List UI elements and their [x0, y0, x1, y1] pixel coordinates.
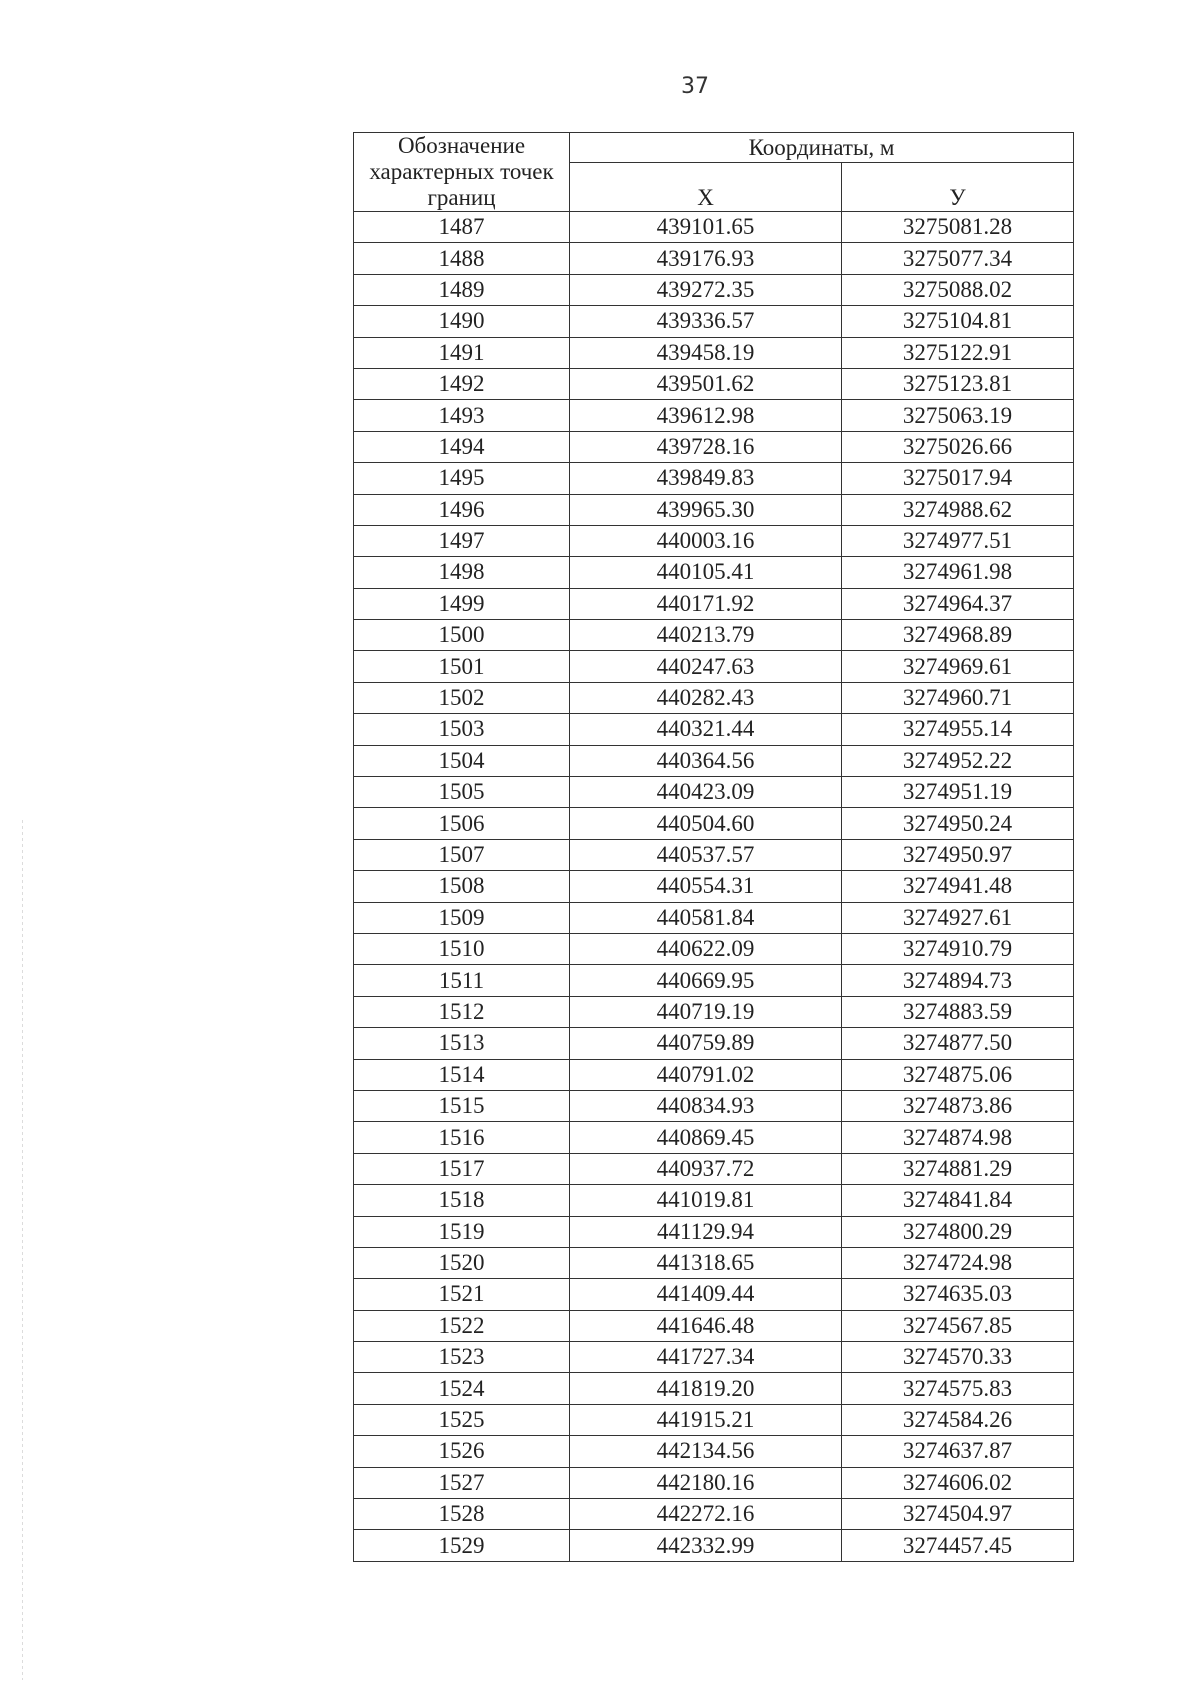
x-cell: 441318.65: [570, 1247, 842, 1278]
table-row: [354, 525, 1074, 556]
y-cell: 3274961.98: [842, 557, 1074, 588]
y-cell: 3274968.89: [842, 620, 1074, 651]
y-cell: 3274883.59: [842, 996, 1074, 1027]
x-cell: 439965.30: [570, 494, 842, 525]
x-cell: 442272.16: [570, 1499, 842, 1530]
point-cell: 1490: [354, 306, 570, 337]
point-cell: 1527: [354, 1467, 570, 1498]
x-cell: 439458.19: [570, 337, 842, 368]
scan-margin-line: [22, 820, 23, 1680]
table-row: [354, 808, 1074, 839]
point-cell: 1501: [354, 651, 570, 682]
y-cell: 3274964.37: [842, 588, 1074, 619]
point-cell: 1529: [354, 1530, 570, 1561]
point-cell: 1494: [354, 431, 570, 462]
x-cell: 441129.94: [570, 1216, 842, 1247]
table-row: [354, 431, 1074, 462]
table-row: [354, 996, 1074, 1027]
table-row: [354, 1373, 1074, 1404]
x-cell: 440669.95: [570, 965, 842, 996]
point-cell: 1487: [354, 212, 570, 243]
point-cell: 1516: [354, 1122, 570, 1153]
y-cell: 3274977.51: [842, 525, 1074, 556]
y-cell: 3274504.97: [842, 1499, 1074, 1530]
point-cell: 1507: [354, 839, 570, 870]
table-row: [354, 243, 1074, 274]
x-cell: 441727.34: [570, 1342, 842, 1373]
point-cell: 1513: [354, 1028, 570, 1059]
x-cell: 440537.57: [570, 839, 842, 870]
y-cell: 3274724.98: [842, 1247, 1074, 1278]
table-row: [354, 965, 1074, 996]
y-cell: 3275123.81: [842, 368, 1074, 399]
x-cell: 439612.98: [570, 400, 842, 431]
table-row: [354, 1028, 1074, 1059]
point-cell: 1511: [354, 965, 570, 996]
y-cell: 3275017.94: [842, 463, 1074, 494]
table-row: [354, 463, 1074, 494]
table-row: [354, 1247, 1074, 1278]
y-cell: 3274635.03: [842, 1279, 1074, 1310]
table-row: [354, 1185, 1074, 1216]
x-cell: 440759.89: [570, 1028, 842, 1059]
x-cell: 442180.16: [570, 1467, 842, 1498]
table-row: [354, 337, 1074, 368]
table-row: [354, 306, 1074, 337]
y-cell: 3274800.29: [842, 1216, 1074, 1247]
y-cell: 3274570.33: [842, 1342, 1074, 1373]
point-cell: 1512: [354, 996, 570, 1027]
header-y: У: [842, 163, 1074, 212]
y-cell: 3274894.73: [842, 965, 1074, 996]
y-cell: 3274567.85: [842, 1310, 1074, 1341]
x-cell: 440003.16: [570, 525, 842, 556]
point-cell: 1515: [354, 1090, 570, 1121]
point-cell: 1519: [354, 1216, 570, 1247]
table-row: [354, 745, 1074, 776]
x-cell: 440622.09: [570, 933, 842, 964]
table-row: [354, 1059, 1074, 1090]
point-cell: 1510: [354, 933, 570, 964]
x-cell: 440504.60: [570, 808, 842, 839]
x-cell: 440791.02: [570, 1059, 842, 1090]
table-row: [354, 682, 1074, 713]
point-cell: 1498: [354, 557, 570, 588]
y-cell: 3274575.83: [842, 1373, 1074, 1404]
y-cell: 3275104.81: [842, 306, 1074, 337]
x-cell: 440171.92: [570, 588, 842, 619]
table-body: [354, 212, 1074, 1562]
y-cell: 3274951.19: [842, 777, 1074, 808]
y-cell: 3274988.62: [842, 494, 1074, 525]
table-row: [354, 1122, 1074, 1153]
point-cell: 1517: [354, 1153, 570, 1184]
x-cell: 439728.16: [570, 431, 842, 462]
point-cell: 1525: [354, 1404, 570, 1435]
x-cell: 440581.84: [570, 902, 842, 933]
y-cell: 3274606.02: [842, 1467, 1074, 1498]
y-cell: 3275026.66: [842, 431, 1074, 462]
table-row: [354, 1310, 1074, 1341]
x-cell: 440719.19: [570, 996, 842, 1027]
table-row: [354, 588, 1074, 619]
y-cell: 3275122.91: [842, 337, 1074, 368]
point-cell: 1500: [354, 620, 570, 651]
point-cell: 1502: [354, 682, 570, 713]
point-cell: 1521: [354, 1279, 570, 1310]
x-cell: 440937.72: [570, 1153, 842, 1184]
y-cell: 3274950.97: [842, 839, 1074, 870]
x-cell: 442134.56: [570, 1436, 842, 1467]
x-cell: 439272.35: [570, 274, 842, 305]
table-row: [354, 557, 1074, 588]
x-cell: 439101.65: [570, 212, 842, 243]
point-cell: 1509: [354, 902, 570, 933]
table-row: [354, 839, 1074, 870]
point-cell: 1524: [354, 1373, 570, 1404]
x-cell: 439176.93: [570, 243, 842, 274]
y-cell: 3275077.34: [842, 243, 1074, 274]
y-cell: 3274877.50: [842, 1028, 1074, 1059]
x-cell: 441409.44: [570, 1279, 842, 1310]
x-cell: 442332.99: [570, 1530, 842, 1561]
table-row: [354, 651, 1074, 682]
table-header: [354, 133, 1074, 212]
point-cell: 1518: [354, 1185, 570, 1216]
y-cell: 3274875.06: [842, 1059, 1074, 1090]
coordinates-table: [353, 132, 1074, 1562]
table-row: [354, 1499, 1074, 1530]
table-row: [354, 212, 1074, 243]
point-cell: 1522: [354, 1310, 570, 1341]
table-row: [354, 1153, 1074, 1184]
point-cell: 1505: [354, 777, 570, 808]
y-cell: 3275063.19: [842, 400, 1074, 431]
table-row: [354, 1279, 1074, 1310]
point-cell: 1495: [354, 463, 570, 494]
table-row: [354, 1090, 1074, 1121]
point-cell: 1493: [354, 400, 570, 431]
header-x: Х: [570, 163, 842, 212]
table-row: [354, 777, 1074, 808]
point-cell: 1489: [354, 274, 570, 305]
point-cell: 1492: [354, 368, 570, 399]
y-cell: 3274910.79: [842, 933, 1074, 964]
x-cell: 439336.57: [570, 306, 842, 337]
y-cell: 3274584.26: [842, 1404, 1074, 1435]
x-cell: 441915.21: [570, 1404, 842, 1435]
table-row: [354, 1404, 1074, 1435]
y-cell: 3274874.98: [842, 1122, 1074, 1153]
table-row: [354, 1436, 1074, 1467]
page-number: 37: [681, 74, 709, 99]
point-cell: 1497: [354, 525, 570, 556]
y-cell: 3274969.61: [842, 651, 1074, 682]
x-cell: 440247.63: [570, 651, 842, 682]
point-cell: 1503: [354, 714, 570, 745]
table-row: [354, 1342, 1074, 1373]
table-row: [354, 494, 1074, 525]
x-cell: 440213.79: [570, 620, 842, 651]
y-cell: 3275088.02: [842, 274, 1074, 305]
y-cell: 3274950.24: [842, 808, 1074, 839]
y-cell: 3275081.28: [842, 212, 1074, 243]
table-row: [354, 620, 1074, 651]
table-row: [354, 714, 1074, 745]
y-cell: 3274457.45: [842, 1530, 1074, 1561]
y-cell: 3274941.48: [842, 871, 1074, 902]
x-cell: 440105.41: [570, 557, 842, 588]
x-cell: 441019.81: [570, 1185, 842, 1216]
table-row: [354, 274, 1074, 305]
point-cell: 1499: [354, 588, 570, 619]
x-cell: 440364.56: [570, 745, 842, 776]
x-cell: 439501.62: [570, 368, 842, 399]
point-cell: 1496: [354, 494, 570, 525]
table-row: [354, 871, 1074, 902]
point-cell: 1506: [354, 808, 570, 839]
y-cell: 3274927.61: [842, 902, 1074, 933]
point-cell: 1504: [354, 745, 570, 776]
y-cell: 3274955.14: [842, 714, 1074, 745]
x-cell: 440321.44: [570, 714, 842, 745]
table-row: [354, 1530, 1074, 1561]
x-cell: 441819.20: [570, 1373, 842, 1404]
point-cell: 1508: [354, 871, 570, 902]
table-row: [354, 1216, 1074, 1247]
point-cell: 1526: [354, 1436, 570, 1467]
x-cell: 440282.43: [570, 682, 842, 713]
y-cell: 3274960.71: [842, 682, 1074, 713]
x-cell: 439849.83: [570, 463, 842, 494]
x-cell: 440554.31: [570, 871, 842, 902]
point-cell: 1523: [354, 1342, 570, 1373]
table-row: [354, 902, 1074, 933]
point-cell: 1520: [354, 1247, 570, 1278]
point-cell: 1514: [354, 1059, 570, 1090]
x-cell: 440869.45: [570, 1122, 842, 1153]
y-cell: 3274952.22: [842, 745, 1074, 776]
y-cell: 3274841.84: [842, 1185, 1074, 1216]
y-cell: 3274873.86: [842, 1090, 1074, 1121]
y-cell: 3274637.87: [842, 1436, 1074, 1467]
table-row: [354, 400, 1074, 431]
y-cell: 3274881.29: [842, 1153, 1074, 1184]
point-cell: 1491: [354, 337, 570, 368]
point-cell: 1528: [354, 1499, 570, 1530]
point-cell: 1488: [354, 243, 570, 274]
table-row: [354, 1467, 1074, 1498]
x-cell: 440834.93: [570, 1090, 842, 1121]
x-cell: 441646.48: [570, 1310, 842, 1341]
x-cell: 440423.09: [570, 777, 842, 808]
table-row: [354, 368, 1074, 399]
header-point-designation: Обозначение характерных точек границ: [354, 133, 570, 212]
header-coordinates: Координаты, м: [570, 133, 1074, 163]
table-row: [354, 933, 1074, 964]
